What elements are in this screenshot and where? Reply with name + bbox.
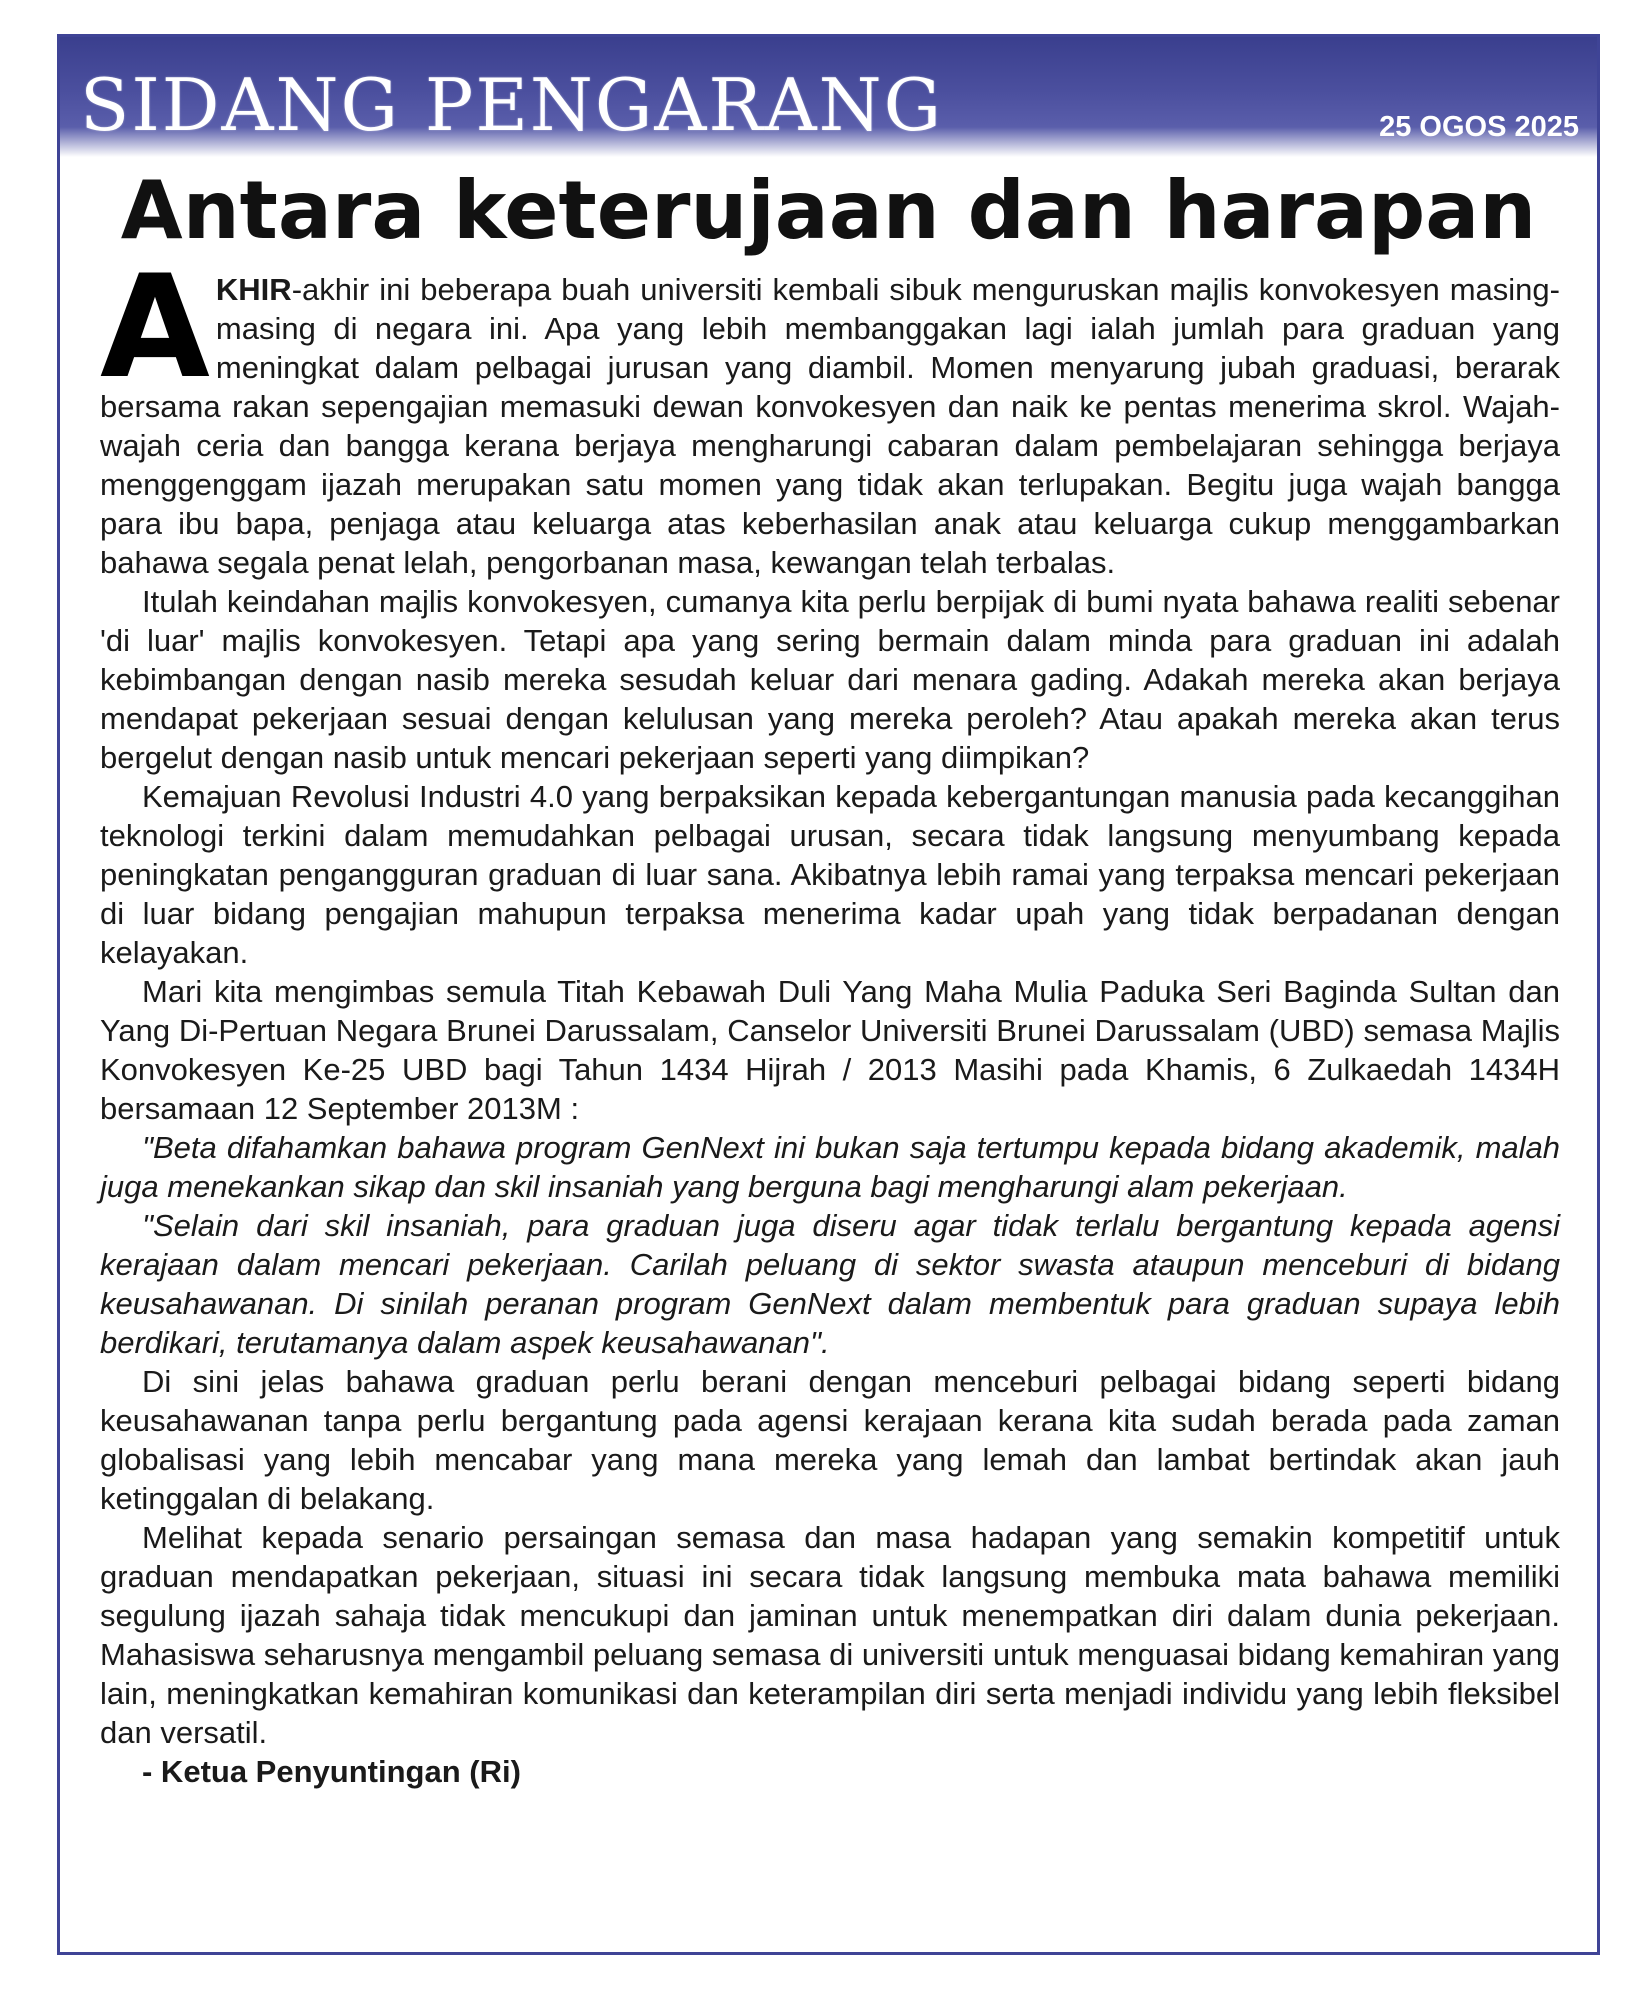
masthead-title: SIDANG PENGARANG	[80, 63, 944, 147]
lead-word: KHIR	[215, 272, 292, 307]
paragraph-1	[100, 245, 1560, 582]
paragraph-5: Di sini jelas bahawa graduan perlu berani dengan menceburi pelbagai bidang seperti bidang keusahawanan tanpa perlu bergantung pada agensi kerajaan kerana kita sudah berada pada zaman globalisasi yang lebih mencabar yang mana mereka yang lemah dan lambat bertindak akan jauh ketinggalan di belakang.	[100, 1364, 1560, 1516]
publication-date: 25 OGOS 2025	[1379, 111, 1579, 143]
paragraph-6: Melihat kepada senario persaingan semasa dan masa hadapan yang semakin kompetitif untuk graduan mendapatkan pekerjaan, situasi ini secara tidak langsung membuka mata bahawa memiliki segulung ijazah sahaja tidak mencukupi dan jaminan untuk menempatkan diri dalam dunia pekerjaan. Mahasiswa seharusnya mengambil peluang semasa di universiti untuk menguasai bidang kemahiran yang lain, meningkatkan kemahiran komunikasi dan keterampilan diri serta menjadi individu yang lebih fleksibel dan versatil.	[100, 1520, 1560, 1750]
paragraph-3: Kemajuan Revolusi Industri 4.0 yang berpaksikan kepada kebergantungan manusia pada kecanggihan teknologi terkini dalam memudahkan pelbagai urusan, secara tidak langsung menyumbang kepada peningkatan pengangguran graduan di luar sana. Akibatnya lebih ramai yang terpaksa mencari pekerjaan di luar bidang pengajian mahupun terpaksa menerima kadar upah yang tidak berpadanan dengan kelayakan.	[100, 779, 1560, 970]
paragraph-1-text: -akhir ini beberapa buah universiti kembali sibuk menguruskan majlis konvokesyen masing-masing di negara ini. Apa yang lebih membanggakan lagi ialah jumlah para graduan yang meningkat dalam pelbagai jurusan yang diambil. Momen menyarung jubah graduasi, berarak bersama rakan sepengajian memasuki dewan konvokesyen dan naik ke pentas menerima skrol. Wajah-wajah ceria dan bangga kerana berjaya mengharungi cabaran dalam pembelajaran sehingga berjaya menggenggam ijazah merupakan satu momen yang tidak akan terlupakan. Begitu juga wajah bangga para ibu bapa, penjaga atau keluarga atas keberhasilan anak atau keluarga cukup menggambarkan bahawa segala penat lelah, pengorbanan masa, kewangan telah terbalas.	[100, 272, 1560, 580]
paragraph-4: Mari kita mengimbas semula Titah Kebawah Duli Yang Maha Mulia Paduka Seri Baginda Sultan dan Yang Di-Pertuan Negara Brunei Darussalam, Canselor Universiti Brunei Darussalam (UBD) semasa Majlis Konvokesyen Ke-25 UBD bagi Tahun 1434 Hijrah / 2013 Masihi pada Khamis, 6 Zulkaedah 1434H bersamaan 12 September 2013M :	[100, 974, 1560, 1126]
author-signature: - Ketua Penyuntingan (Ri)	[142, 1754, 521, 1789]
royal-quote-2: "Selain dari skil insaniah, para graduan juga diseru agar tidak terlalu bergantung kepada agensi kerajaan dalam mencari pekerjaan. Carilah peluang di sektor swasta ataupun menceburi di bidang keusahawanan. Di sinilah peranan program GenNext dalam membentuk para graduan supaya lebih berdikari, terutamanya dalam aspek keusahawanan".	[100, 1208, 1560, 1360]
article-headline: Antara keterujaan dan harapan	[120, 164, 1537, 257]
article-body	[100, 245, 1560, 1791]
royal-quote-1: "Beta difahamkan bahawa program GenNext ini bukan saja tertumpu kepada bidang akademik, malah juga menekankan sikap dan skil insaniah yang berguna bagi mengharungi alam pekerjaan.	[100, 1130, 1560, 1204]
paragraph-2: Itulah keindahan majlis konvokesyen, cumanya kita perlu berpijak di bumi nyata bahawa realiti sebenar 'di luar' majlis konvokesyen. Tetapi apa yang sering bermain dalam minda para graduan ini adalah kebimbangan dengan nasib mereka sesudah keluar dari menara gading. Adakah mereka akan berjaya mendapat pekerjaan sesuai dengan kelulusan yang mereka peroleh? Atau apakah mereka akan terus bergelut dengan nasib untuk mencari pekerjaan seperti yang diimpikan?	[100, 584, 1560, 775]
editorial-frame	[57, 34, 1600, 1955]
masthead-banner	[60, 37, 1597, 157]
drop-cap: A	[100, 245, 210, 410]
